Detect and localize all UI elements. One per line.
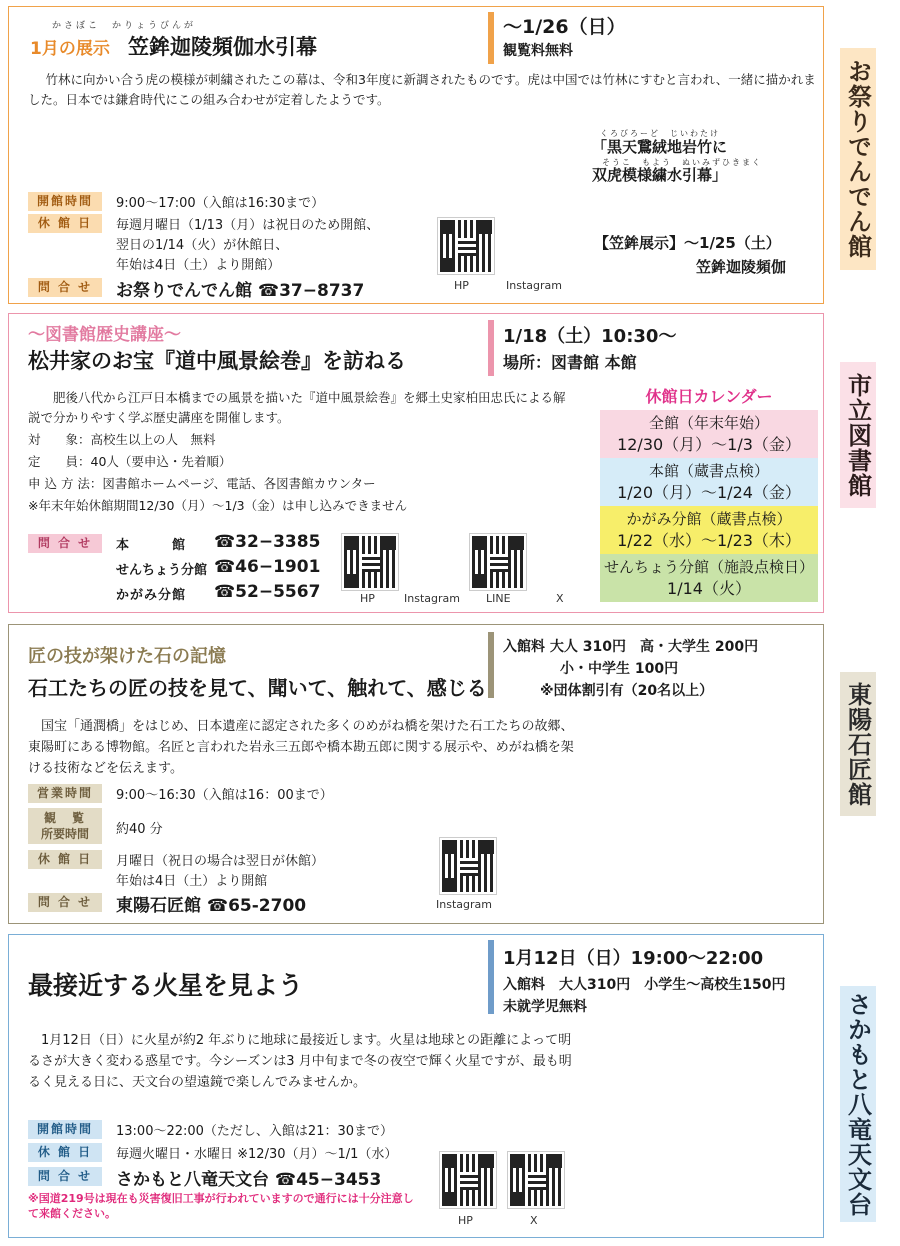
lecture-note: ※年末年始休館期間12/30（月）～1/3（金）は申し込みできません bbox=[28, 498, 408, 513]
exhibit-title: 笠鉾迦陵頻伽水引幕 bbox=[128, 35, 317, 59]
time-label-line-1: 観 覧 bbox=[43, 811, 86, 825]
time-value: 約40 分 bbox=[116, 822, 163, 837]
calendar-row bbox=[600, 506, 818, 554]
contact-main-tel: ☎32−3385 bbox=[214, 532, 321, 552]
closed-value: 毎週火曜日・水曜日 ※12/30（月）～1/1（水） bbox=[116, 1147, 398, 1162]
museum-fee-1: 入館料 大人 310円 高・大学生 200円 bbox=[503, 639, 759, 655]
time-label bbox=[28, 808, 102, 844]
lecture-description: 肥後八代から江戸日本橋までの風景を描いた『道中風景絵巻』を郷土史家柏田忠氏による解説で分かりやすく学ぶ歴史講座を開催します。 bbox=[28, 390, 566, 425]
contact-label: 問 合 せ bbox=[28, 1167, 102, 1186]
qr-label-x: X bbox=[530, 1214, 538, 1227]
closed-label: 休 館 日 bbox=[28, 214, 102, 233]
caption-line-2: 双虎模様繍水引幕」 bbox=[592, 166, 728, 184]
closed-label: 休 館 日 bbox=[28, 850, 102, 869]
exhibit-date: ～1/26（日） bbox=[503, 16, 626, 38]
title-ruby: かさぼこ かりょうびんが bbox=[52, 21, 197, 31]
tab-library: 市立図書館 bbox=[840, 362, 876, 508]
calendar-row bbox=[600, 410, 818, 458]
museum-subtitle: 匠の技が架けた石の記憶 bbox=[28, 646, 226, 667]
kasaboko-name: 笠鉾迦陵頻伽 bbox=[696, 258, 787, 276]
event-fee-2: 未就学児無料 bbox=[503, 999, 587, 1015]
calendar-row-title: せんちょう分館（施設点検日） bbox=[603, 558, 814, 576]
qr-code-hp[interactable] bbox=[440, 1152, 496, 1208]
time-label-line-2: 所要時間 bbox=[40, 827, 89, 841]
qr-code-hp[interactable] bbox=[438, 218, 494, 274]
calendar-row-title: 全館（年末年始） bbox=[648, 414, 769, 432]
qr-code-hp[interactable] bbox=[342, 534, 398, 590]
accent-bar bbox=[488, 12, 494, 64]
calendar-row-dates: 1/20（月）～1/24（金） bbox=[617, 483, 801, 502]
qr-label-hp: HP bbox=[454, 279, 469, 292]
qr-label-x: X bbox=[556, 592, 564, 605]
event-date: 1月12日（日）19:00～22:00 bbox=[503, 948, 764, 969]
closed-line-1: 月曜日（祝日の場合は翌日が休館） bbox=[116, 854, 325, 869]
qr-label-instagram: Instagram bbox=[506, 279, 562, 292]
qr-label-hp: HP bbox=[360, 592, 375, 605]
contact-value: お祭りでんでん館 ☎37−8737 bbox=[116, 281, 365, 301]
contact-kagami-tel: ☎52−5567 bbox=[214, 582, 321, 602]
qr-label-line: LINE bbox=[486, 592, 511, 605]
contact-label: 問 合 せ bbox=[28, 534, 102, 553]
contact-kagami-name: かがみ分館 bbox=[116, 588, 187, 603]
hours-value: 9:00～16:30（入館は16：00まで） bbox=[116, 788, 333, 803]
calendar-row-dates: 12/30（月）～1/3（金） bbox=[617, 435, 801, 454]
accent-bar bbox=[488, 940, 494, 1014]
contact-value: 東陽石匠館 ☎65-2700 bbox=[116, 896, 307, 916]
calendar-row bbox=[600, 554, 818, 602]
accent-bar bbox=[488, 632, 494, 698]
qr-label-instagram: Instagram bbox=[404, 592, 460, 605]
calendar-row-dates: 1/22（水）～1/23（木） bbox=[617, 531, 801, 550]
closed-label: 休 館 日 bbox=[28, 1143, 102, 1162]
museum-title: 石工たちの匠の技を見て、聞いて、触れて、感じる bbox=[28, 676, 487, 700]
lecture-apply: 申 込 方 法：図書館ホームページ、電話、各図書館カウンター bbox=[28, 476, 376, 491]
calendar-row bbox=[600, 458, 818, 506]
caption-line-1: 「黒天鵞絨地岩竹に bbox=[592, 138, 728, 156]
closed-line-2: 年始は4日（土）より開館 bbox=[116, 874, 268, 889]
road-notice: ※国道219号は現在も災害復旧工事が行われていますので通行には十分注意して来館ください。 bbox=[28, 1192, 414, 1220]
kasaboko-period: 【笠鉾展示】～1/25（土） bbox=[594, 234, 781, 252]
qr-label-instagram: Instagram bbox=[436, 898, 492, 911]
hours-label: 営業時間 bbox=[28, 784, 102, 803]
exhibit-fee: 観覧料無料 bbox=[503, 43, 573, 59]
hours-label: 開館時間 bbox=[28, 192, 102, 211]
qr-code-line[interactable] bbox=[470, 534, 526, 590]
calendar-title: 休館日カレンダー bbox=[645, 387, 773, 406]
event-description: 1月12日（日）に火星が約2 年ぶりに地球に最接近します。火星は地球との距離によって明るさが大きく変わる惑星です。今シーズンは3 月中旬まで冬の夜空で輝く火星ですが、最も明るく見える日に、天文台の望遠鏡で楽しんでみませんか。 bbox=[28, 1033, 572, 1090]
event-fee-1: 入館料 大人310円 小学生～高校生150円 bbox=[503, 977, 786, 993]
qr-code-instagram[interactable] bbox=[440, 838, 496, 894]
lecture-date: 1/18（土）10:30～ bbox=[503, 326, 677, 347]
museum-fee-2: 小・中学生 100円 bbox=[560, 661, 679, 677]
caption-ruby-1: くろびろーど じいわたけ bbox=[600, 129, 720, 138]
hours-label: 開館時間 bbox=[28, 1120, 102, 1139]
lecture-title: 松井家のお宝『道中風景絵巻』を訪ねる bbox=[28, 349, 406, 373]
contact-label: 問 合 せ bbox=[28, 893, 102, 912]
calendar-row-title: かがみ分館（蔵書点検） bbox=[626, 510, 792, 528]
tab-denden-kan: お祭りでんでん館 bbox=[840, 48, 876, 270]
exhibit-description: 竹林に向かい合う虎の模様が刺繍されたこの幕は、令和3年度に新調されたものです。虎は中国では竹林にすむと言われ、一緒に描かれました。日本では鎌倉時代にこの組み合わせが定着したようです。 bbox=[28, 72, 816, 107]
tab-observatory: さかもと八竜天文台 bbox=[840, 986, 876, 1222]
lecture-capacity: 定 員：40人（要申込・先着順） bbox=[28, 454, 232, 469]
contact-label: 問 合 せ bbox=[28, 278, 102, 297]
qr-code-x[interactable] bbox=[508, 1152, 564, 1208]
hours-value: 13:00～22:00（ただし、入館は21：30まで） bbox=[116, 1124, 394, 1139]
museum-description: 国宝「通潤橋」をはじめ、日本遺産に認定された多くのめがね橋を架けた石工たちの故郷、東陽町にある博物館。名匠と言われた岩永三五郎や橋本勘五郎に関する展示や、めがね橋を架ける技術などを伝えます。 bbox=[28, 719, 574, 776]
month-label: 1月の展示 bbox=[30, 39, 110, 59]
contact-senchou-name: せんちょう分館 bbox=[116, 563, 208, 578]
tab-sekishou-kan: 東陽石匠館 bbox=[840, 672, 876, 816]
accent-bar bbox=[488, 320, 494, 376]
event-title: 最接近する火星を見よう bbox=[28, 971, 304, 1000]
hours-value: 9:00～17:00（入館は16:30まで） bbox=[116, 196, 325, 211]
lecture-subtitle: ～図書館歴史講座～ bbox=[28, 325, 181, 345]
closed-line-3: 年始は4日（土）より開館） bbox=[116, 258, 281, 273]
closed-line-2: 翌日の1/14（火）が休館日、 bbox=[116, 238, 289, 253]
museum-fee-3: ※団体割引有（20名以上） bbox=[540, 683, 714, 699]
contact-value: さかもと八竜天文台 ☎45−3453 bbox=[116, 1170, 382, 1190]
contact-senchou-tel: ☎46−1901 bbox=[214, 557, 321, 577]
lecture-target: 対 象：高校生以上の人 無料 bbox=[28, 432, 216, 447]
calendar-row-dates: 1/14（火） bbox=[667, 579, 751, 598]
qr-label-hp: HP bbox=[458, 1214, 473, 1227]
caption-ruby-2: そうこ もよう ぬいみずひきまく bbox=[602, 158, 762, 167]
lecture-place: 場所：図書館 本館 bbox=[503, 353, 637, 372]
closed-line-1: 毎週月曜日（1/13（月）は祝日のため開館、 bbox=[116, 218, 380, 233]
calendar-row-title: 本館（蔵書点検） bbox=[648, 462, 769, 480]
contact-main-name: 本 館 bbox=[116, 538, 187, 553]
